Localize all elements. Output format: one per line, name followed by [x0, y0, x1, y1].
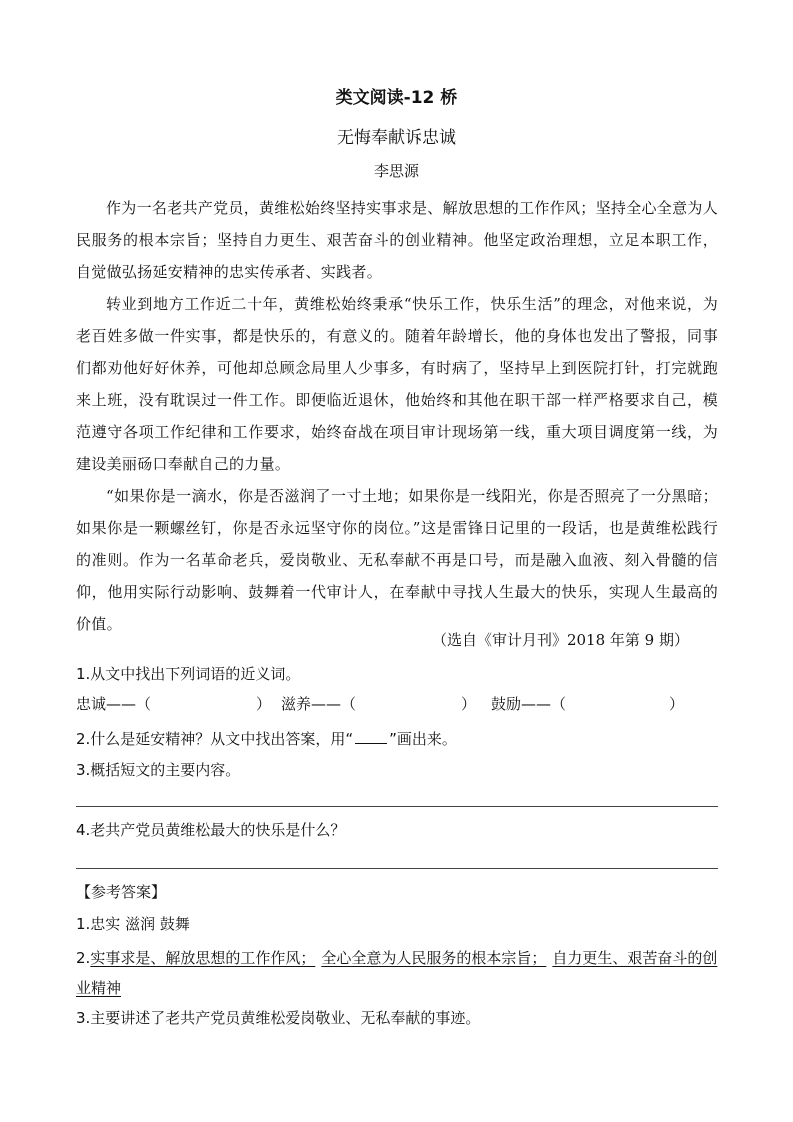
- answer-2-part: 实事求是、解放思想的工作作风；: [90, 949, 316, 967]
- question-2-text-after: ”画出来。: [389, 730, 457, 748]
- answer-line: [76, 806, 718, 807]
- article-paragraph: 转业到地方工作近二十年，黄维松始终秉承“快乐工作，快乐生活”的理念，对他来说，为老百姓多做一件实事，都是快乐的，有意义的。随着年龄增长，他的身体也发出了警报，同事们都劝他好好休养，可他却总顾念局里人少事多，有时病了，坚持早上到医院打针，打完就跑来上班，没有耽误过一件工作。即便临近退休，他始终和其他在职干部一样严格要求自己，模范遵守各项工作纪律和工作要求，始终奋战在项目审计现场第一线，重大项目调度第一线，为建设美丽砀口奉献自己的力量。: [76, 295, 718, 473]
- blank-close-1: ）: [256, 695, 272, 713]
- article-paragraph: 作为一名老共产党员，黄维松始终坚持实事求是、解放思想的工作作风；坚持全心全意为人民服务的根本宗旨；坚持自力更生、艰苦奋斗的创业精神。他坚定政治理想，立足本职工作，自觉做弘扬延安精神的忠实传承者、实践者。: [76, 199, 719, 281]
- article-title: 无悔奉献诉忠诚: [337, 128, 456, 148]
- article-author: 李思源: [373, 162, 419, 180]
- blank-close-2: ）: [461, 695, 477, 713]
- question-2-text-before: 2.什么是延安精神？从文中找出答案，用“: [76, 730, 354, 748]
- question-3: 3.概括短文的主要内容。: [76, 761, 241, 779]
- article-paragraph: “如果你是一滴水，你是否滋润了一寸土地；如果你是一线阳光，你是否照亮了一分黑暗；如果你是一颗螺丝钉，你是否永远坚守你的岗位。”这是雷锋日记里的一段话，也是黄维松践行的准则。作为一名革命老兵，爱岗敬业、无私奉献不再是口号，而是融入血液、刻入骨髓的信仰，他用实际行动影响、鼓舞着一代审计人，在奉献中寻找人生最大的快乐，实现人生最高的价值。: [76, 487, 718, 633]
- question-1: 1.从文中找出下列词语的近义词。: [76, 665, 301, 683]
- answer-2-part: 全心全意为人民服务的根本宗旨；: [321, 949, 547, 967]
- question-2: [76, 727, 457, 751]
- underline-sample: [355, 729, 387, 744]
- document-title: 类文阅读-12 桥: [335, 88, 458, 108]
- answer-key-title: 【参考答案】: [76, 883, 167, 901]
- answer-2-part: 自力更生、艰苦奋斗的创业精神: [76, 949, 718, 997]
- blank-close-3: ）: [669, 695, 685, 713]
- question-1-blanks: [76, 692, 686, 716]
- answer-2-prefix: 2.: [76, 949, 91, 967]
- blank-word-1: 忠诚——（: [76, 695, 152, 713]
- article-body: [76, 192, 718, 640]
- blank-word-3: 鼓励——（: [491, 695, 567, 713]
- answer-3: 3.主要讲述了老共产党员黄维松爱岗敬业、无私奉献的事迹。: [76, 1009, 481, 1027]
- answer-1: 1.忠实 滋润 鼓舞: [76, 915, 190, 933]
- answer-2: [76, 943, 721, 1003]
- answer-line: [76, 868, 718, 869]
- blank-word-2: 滋养——（: [281, 695, 357, 713]
- article-source: （选自《审计月刊》2018 年第 9 期）: [431, 631, 689, 649]
- question-4: 4.老共产党员黄维松最大的快乐是什么？: [76, 821, 346, 839]
